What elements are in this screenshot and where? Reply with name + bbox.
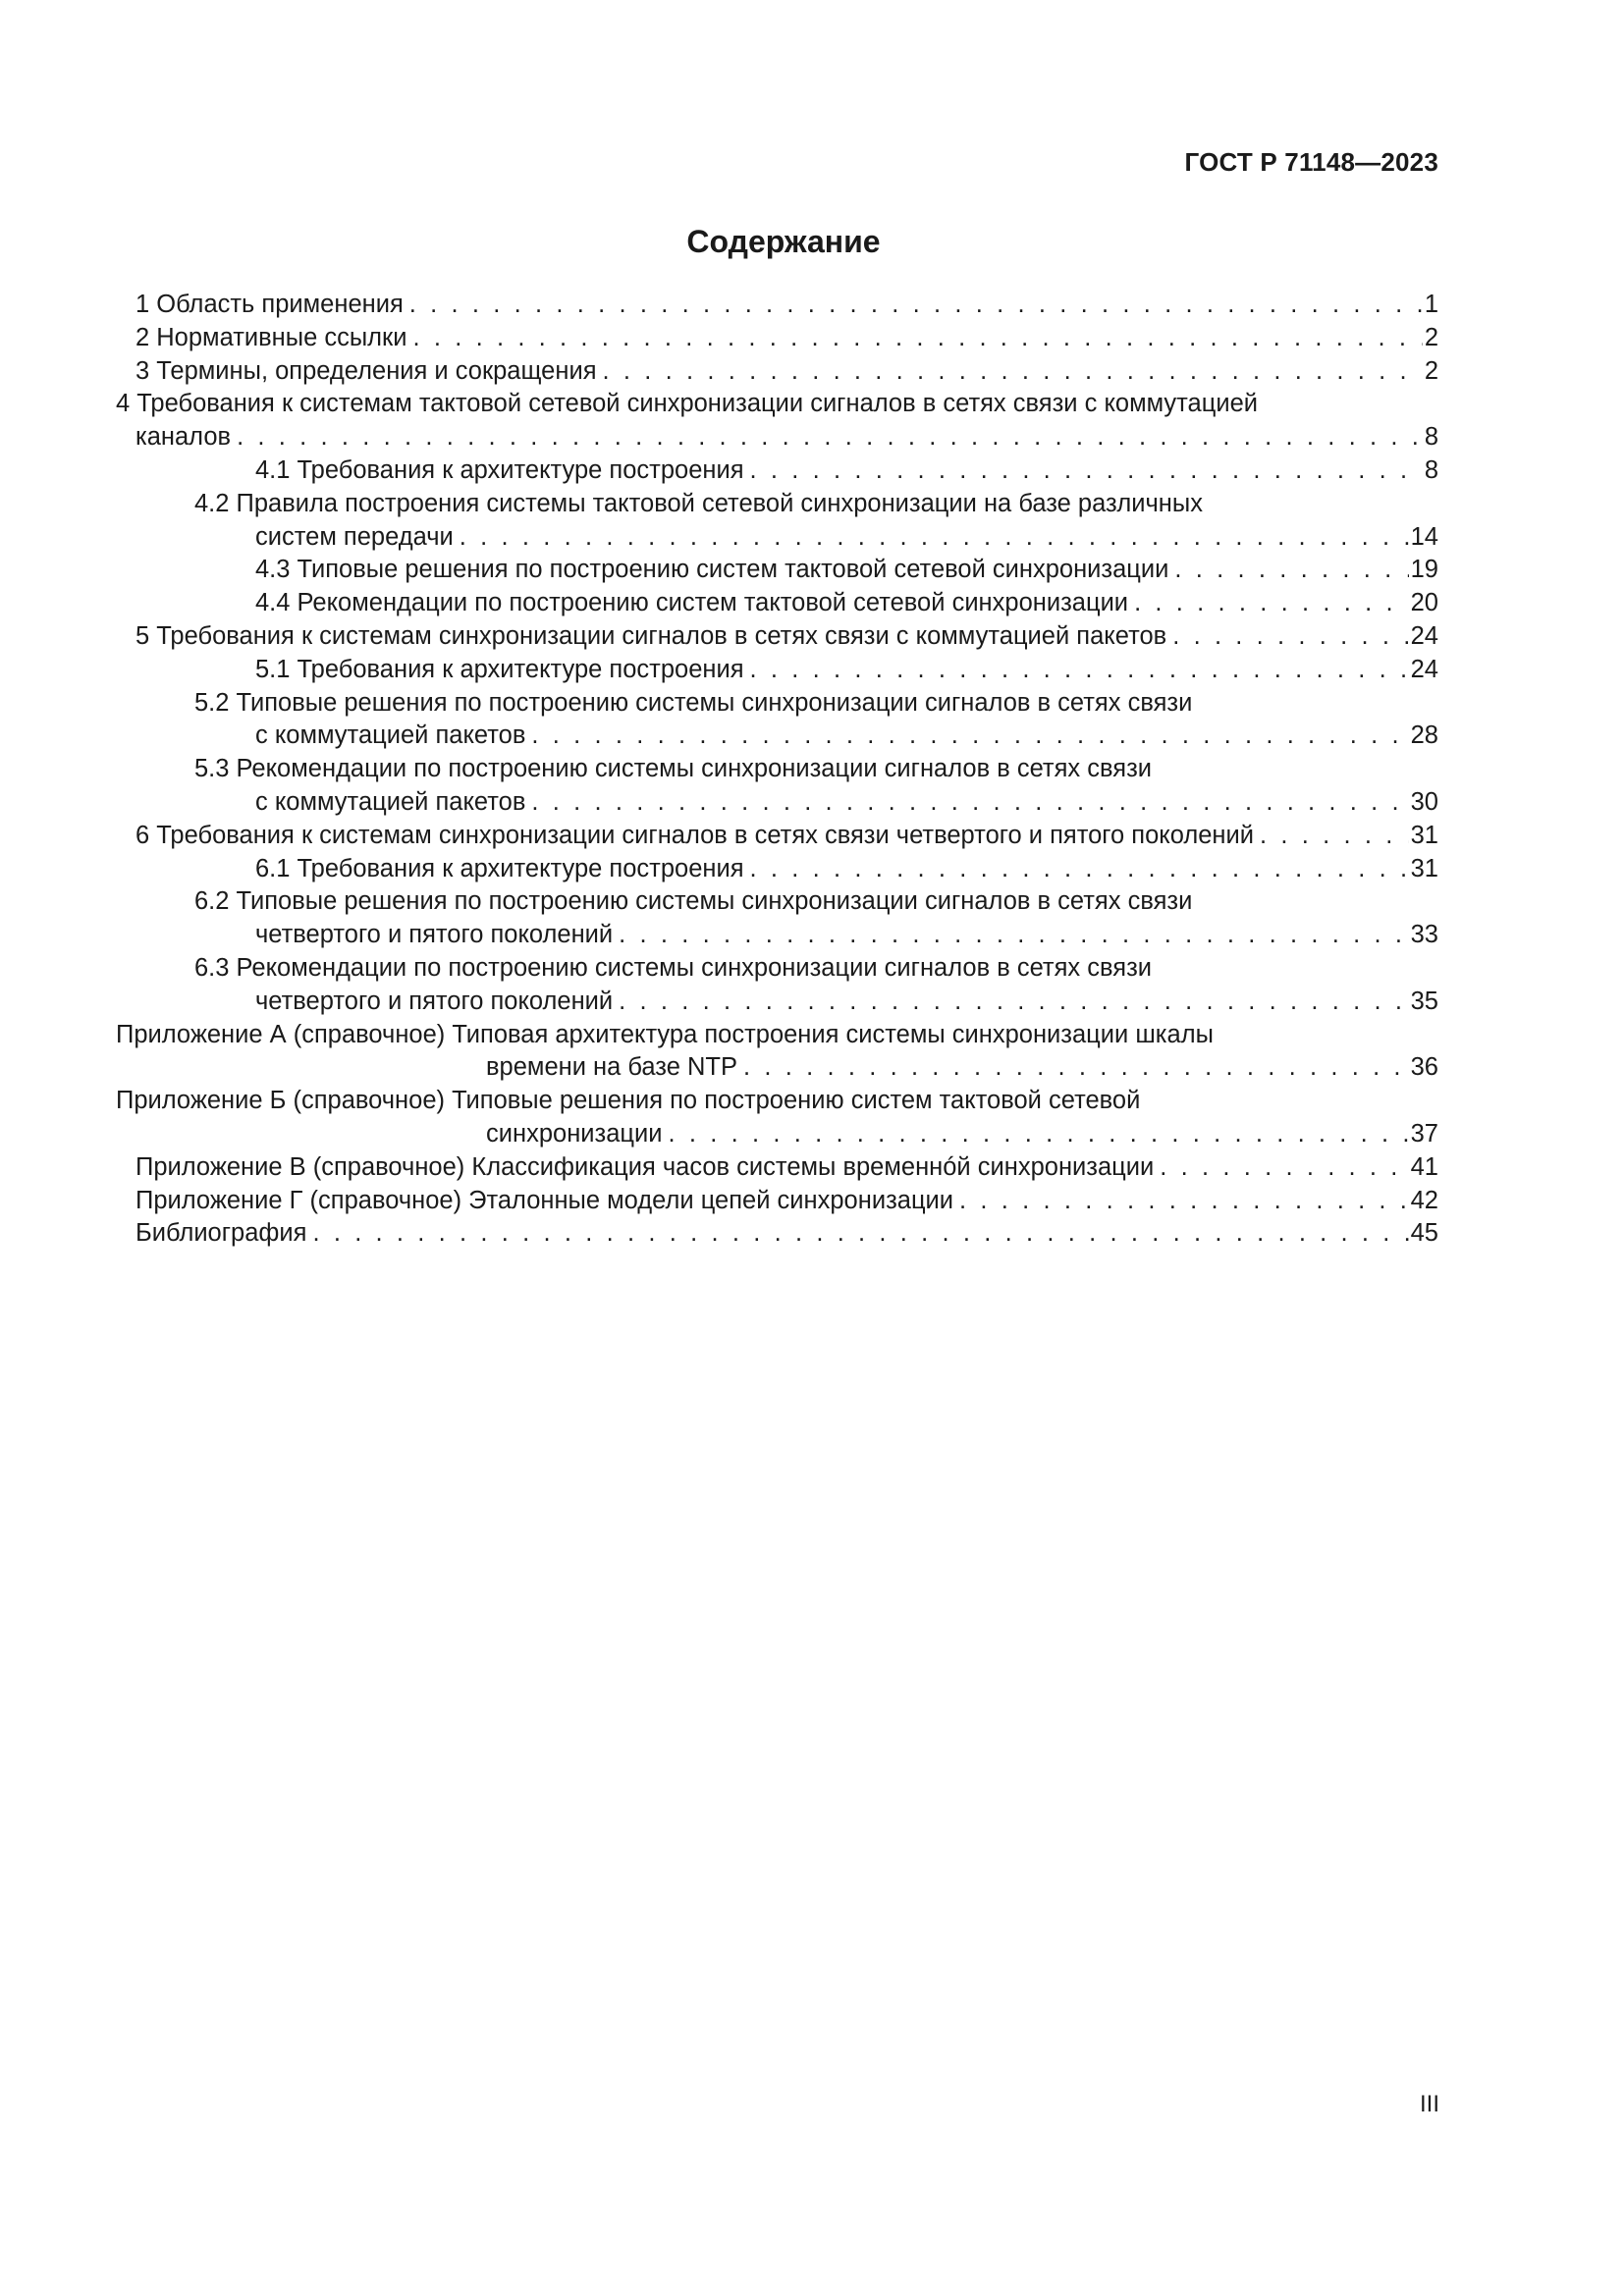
toc-entry[interactable] — [116, 885, 1438, 952]
toc-entry[interactable] — [116, 853, 1438, 886]
toc-entry-text: 6.1 Требования к архитектуре построения — [255, 853, 750, 886]
toc-page-number: 33 — [1410, 921, 1438, 949]
toc-entry-text: 5.2 Типовые решения по построению системы синхронизации сигналов в сетях связи — [194, 688, 1193, 717]
toc-page-number: 28 — [1410, 721, 1438, 750]
dot-leader — [409, 289, 1423, 322]
toc-entry[interactable] — [116, 1085, 1438, 1151]
toc-page-number: 37 — [1410, 1119, 1438, 1148]
dot-leader — [1160, 1151, 1408, 1185]
dot-leader — [531, 786, 1408, 820]
toc-entry[interactable] — [116, 620, 1438, 654]
toc-entry-text: 5 Требования к системам синхронизации сигналов в сетях связи с коммутацией пакетов — [135, 620, 1172, 654]
toc-entry-text: 6.2 Типовые решения по построению системы синхронизации сигналов в сетях связи — [194, 887, 1193, 916]
toc-page-number: 31 — [1410, 821, 1438, 849]
toc-entry[interactable] — [116, 687, 1438, 754]
toc-entry[interactable] — [116, 1217, 1438, 1251]
toc-title: Содержание — [686, 224, 881, 259]
dot-leader — [619, 919, 1408, 952]
toc-page-number: 8 — [1424, 423, 1438, 452]
toc-entry[interactable] — [116, 322, 1438, 355]
toc-entry[interactable] — [116, 587, 1438, 620]
toc-page-number: 36 — [1410, 1053, 1438, 1082]
page-number: III — [1419, 2091, 1439, 2117]
toc-entry[interactable] — [116, 554, 1438, 587]
toc-entry-text: 3 Термины, определения и сокращения — [135, 355, 603, 389]
toc-page-number: 31 — [1410, 854, 1438, 882]
toc-page-number: 1 — [1424, 291, 1438, 318]
toc-entry-text: каналов — [135, 421, 237, 454]
toc-entry[interactable] — [116, 1151, 1438, 1185]
toc-entry-text: 4 Требования к системам тактовой сетевой синхронизации сигналов в сетях связи с коммутацией — [116, 390, 1259, 418]
dot-leader — [750, 654, 1409, 687]
toc-page-number: 35 — [1410, 987, 1438, 1015]
dot-leader — [531, 720, 1408, 753]
dot-leader — [959, 1185, 1409, 1218]
toc-page-number: 2 — [1424, 356, 1438, 385]
document-code: ГОСТ Р 71148—2023 — [1184, 147, 1438, 177]
toc-entry-text: времени на базе NTP — [486, 1051, 743, 1085]
toc-entry[interactable] — [116, 654, 1438, 687]
dot-leader — [743, 1051, 1409, 1085]
dot-leader — [603, 355, 1423, 389]
toc-entry-text: Приложение В (справочное) Классификация часов системы временнóй синхронизации — [135, 1151, 1160, 1185]
dot-leader — [750, 454, 1423, 488]
toc-page-number: 2 — [1424, 323, 1438, 351]
toc-entry-text: с коммутацией пакетов — [255, 720, 531, 753]
toc-page-number: 24 — [1410, 621, 1438, 650]
dot-leader — [1172, 620, 1408, 654]
toc-entry-text: синхронизации — [486, 1118, 668, 1151]
dot-leader — [460, 521, 1409, 555]
toc-entry[interactable] — [116, 289, 1438, 322]
toc-entry-text: с коммутацией пакетов — [255, 786, 531, 820]
toc-entry-text: 5.3 Рекомендации по построению системы синхронизации сигналов в сетях связи — [194, 755, 1153, 783]
toc-page-number: 19 — [1410, 556, 1438, 584]
toc-entry-text: 5.1 Требования к архитектуре построения — [255, 654, 750, 687]
dot-leader — [750, 853, 1409, 886]
dot-leader — [237, 421, 1423, 454]
toc-entry-text: систем передачи — [255, 521, 460, 555]
toc-page-number: 24 — [1410, 655, 1438, 683]
toc-entry-text: 2 Нормативные ссылки — [135, 322, 412, 355]
toc-entry-text: 4.4 Рекомендации по построению систем тактовой сетевой синхронизации — [255, 587, 1134, 620]
toc-entry[interactable] — [116, 1185, 1438, 1218]
toc-page-number: 30 — [1410, 787, 1438, 816]
toc-entry-text: Приложение Г (справочное) Эталонные модели цепей синхронизации — [135, 1185, 959, 1218]
dot-leader — [1134, 587, 1409, 620]
toc-entry-text: 4.3 Типовые решения по построению систем тактовой сетевой синхронизации — [255, 554, 1174, 587]
toc-entry[interactable] — [116, 454, 1438, 488]
toc-entry[interactable] — [116, 820, 1438, 853]
toc-entry-text: 4.1 Требования к архитектуре построения — [255, 454, 750, 488]
dot-leader — [1260, 820, 1409, 853]
toc-entry[interactable] — [116, 753, 1438, 820]
toc-page-number: 41 — [1410, 1152, 1438, 1181]
table-of-contents — [116, 289, 1438, 1251]
dot-leader — [412, 322, 1422, 355]
toc-entry[interactable] — [116, 488, 1438, 555]
toc-page-number: 20 — [1410, 589, 1438, 617]
toc-entry-text: Библиография — [135, 1217, 312, 1251]
toc-entry[interactable] — [116, 952, 1438, 1019]
toc-entry[interactable] — [116, 1019, 1438, 1086]
toc-entry-text: 1 Область применения — [135, 289, 409, 322]
toc-page-number: 42 — [1410, 1186, 1438, 1214]
dot-leader — [1174, 554, 1408, 587]
toc-entry-text: четвертого и пятого поколений — [255, 919, 619, 952]
toc-entry-text: 4.2 Правила построения системы тактовой сетевой синхронизации на базе различных — [194, 489, 1203, 517]
toc-entry-text: 6.3 Рекомендации по построению системы синхронизации сигналов в сетях связи — [194, 953, 1153, 982]
toc-entry-text: Приложение А (справочное) Типовая архитектура построения системы синхронизации шкалы — [116, 1020, 1214, 1048]
toc-entry-text: Приложение Б (справочное) Типовые решения по построению систем тактовой сетевой — [116, 1087, 1141, 1115]
toc-page-number: 45 — [1410, 1219, 1438, 1248]
toc-page-number: 8 — [1424, 455, 1438, 484]
toc-entry-text: 6 Требования к системам синхронизации сигналов в сетях связи четвертого и пятого поколений — [135, 820, 1260, 853]
dot-leader — [312, 1217, 1408, 1251]
toc-entry-text: четвертого и пятого поколений — [255, 986, 619, 1019]
toc-entry[interactable] — [116, 355, 1438, 389]
dot-leader — [668, 1118, 1408, 1151]
dot-leader — [619, 986, 1408, 1019]
toc-page-number: 14 — [1410, 522, 1438, 551]
toc-entry[interactable] — [116, 388, 1438, 454]
